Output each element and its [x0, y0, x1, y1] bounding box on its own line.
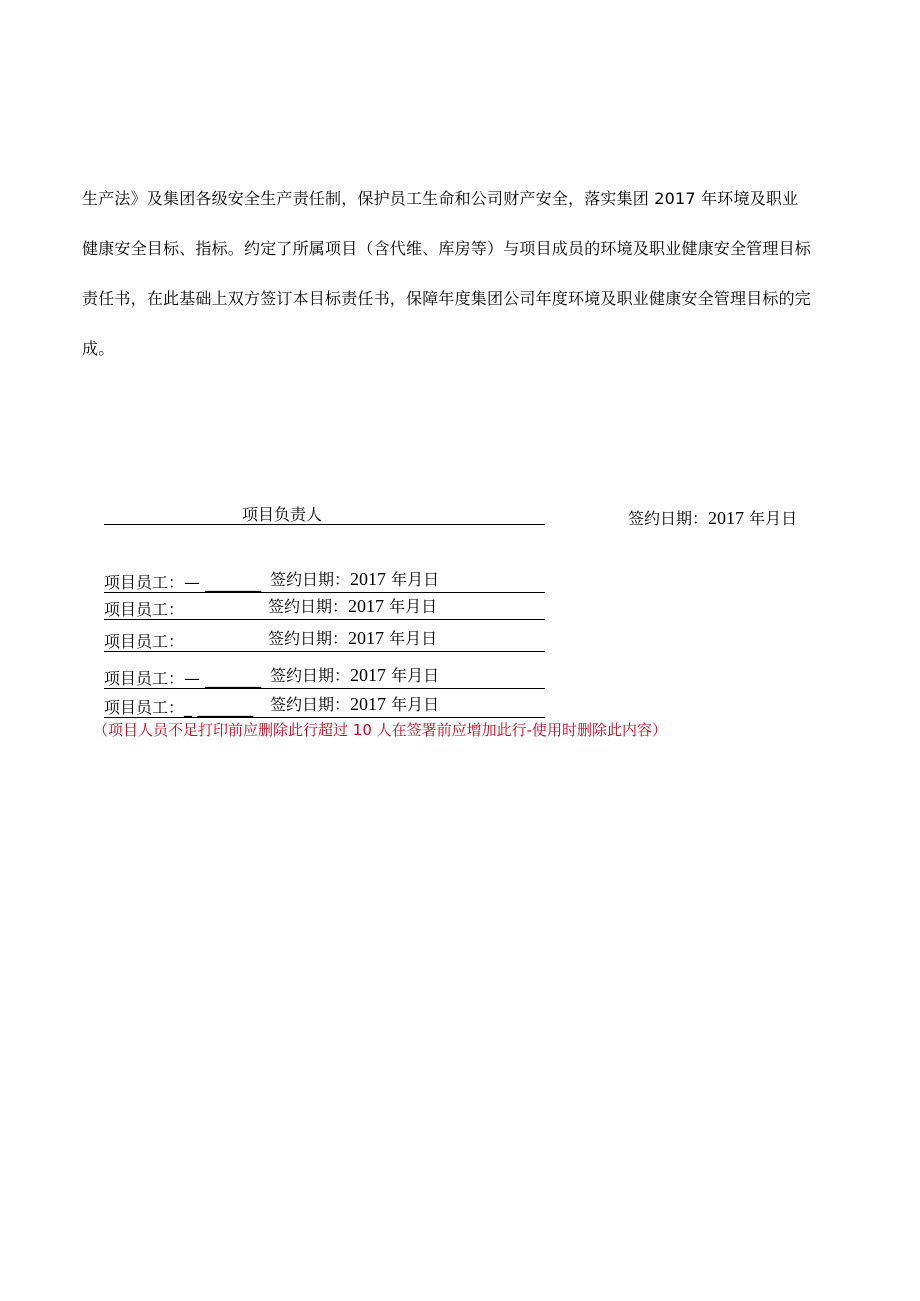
staff-sign-date	[270, 692, 439, 715]
sign-date-label: 签约日期：	[270, 695, 351, 714]
paragraph-line: 生产法》及集团各级安全生产责任制，保护员工生命和公司财产安全，落实集团 2017 年环境及职业	[82, 189, 799, 208]
staff-label: 项目员工：	[104, 600, 185, 619]
paragraph-line: 成。	[82, 339, 115, 358]
staff-label: 项目员工：_ _______	[104, 698, 254, 717]
sign-date-label: 签约日期：	[270, 666, 351, 685]
sign-date-label: 签约日期：	[268, 597, 349, 616]
staff-signature-row	[104, 570, 545, 593]
staff-sign-date	[268, 626, 437, 649]
staff-sign-date	[268, 594, 437, 617]
staff-signature-row	[104, 695, 545, 718]
sign-date-label: 签约日期：	[268, 629, 349, 648]
paragraph-line: 健康安全目标、指标。约定了所属项目（含代维、库房等）与项目成员的环境及职业健康安全管理目标	[82, 239, 812, 258]
red-instruction-note: （项目人员不足打印前应删除此行超过 10 人在签署前应增加此行-使用时删除此内容）	[93, 721, 668, 739]
staff-signature-row	[104, 666, 545, 689]
sign-date-suffix: 年月日	[391, 570, 440, 589]
sign-date-suffix: 年月日	[389, 597, 438, 616]
staff-signature-row	[104, 597, 545, 620]
sign-date-year: 2017	[350, 569, 387, 589]
staff-signature-row	[104, 629, 545, 652]
sign-date-label: 签约日期：	[270, 570, 351, 589]
sign-date-label: 签约日期：	[628, 509, 709, 528]
sign-date-year: 2017	[350, 694, 387, 714]
staff-sign-date	[270, 567, 439, 590]
staff-label: 项目员工：— _______	[104, 669, 262, 688]
staff-sign-date	[270, 663, 439, 686]
staff-label: 项目员工：— _______	[104, 573, 262, 592]
body-paragraph	[82, 174, 852, 374]
project-leader-sign-date	[628, 506, 797, 529]
sign-date-suffix: 年月日	[389, 629, 438, 648]
sign-date-suffix: 年月日	[391, 666, 440, 685]
staff-label: 项目员工：	[104, 632, 185, 651]
project-leader-signature-line	[104, 500, 545, 525]
sign-date-suffix: 年月日	[749, 509, 798, 528]
project-leader-label: 项目负责人	[242, 505, 323, 524]
sign-date-year: 2017	[350, 665, 387, 685]
sign-date-year: 2017	[708, 508, 745, 528]
sign-date-suffix: 年月日	[391, 695, 440, 714]
paragraph-line: 责任书，在此基础上双方签订本目标责任书，保障年度集团公司年度环境及职业健康安全管理目标的完	[82, 289, 812, 308]
sign-date-year: 2017	[348, 628, 385, 648]
sign-date-year: 2017	[348, 596, 385, 616]
